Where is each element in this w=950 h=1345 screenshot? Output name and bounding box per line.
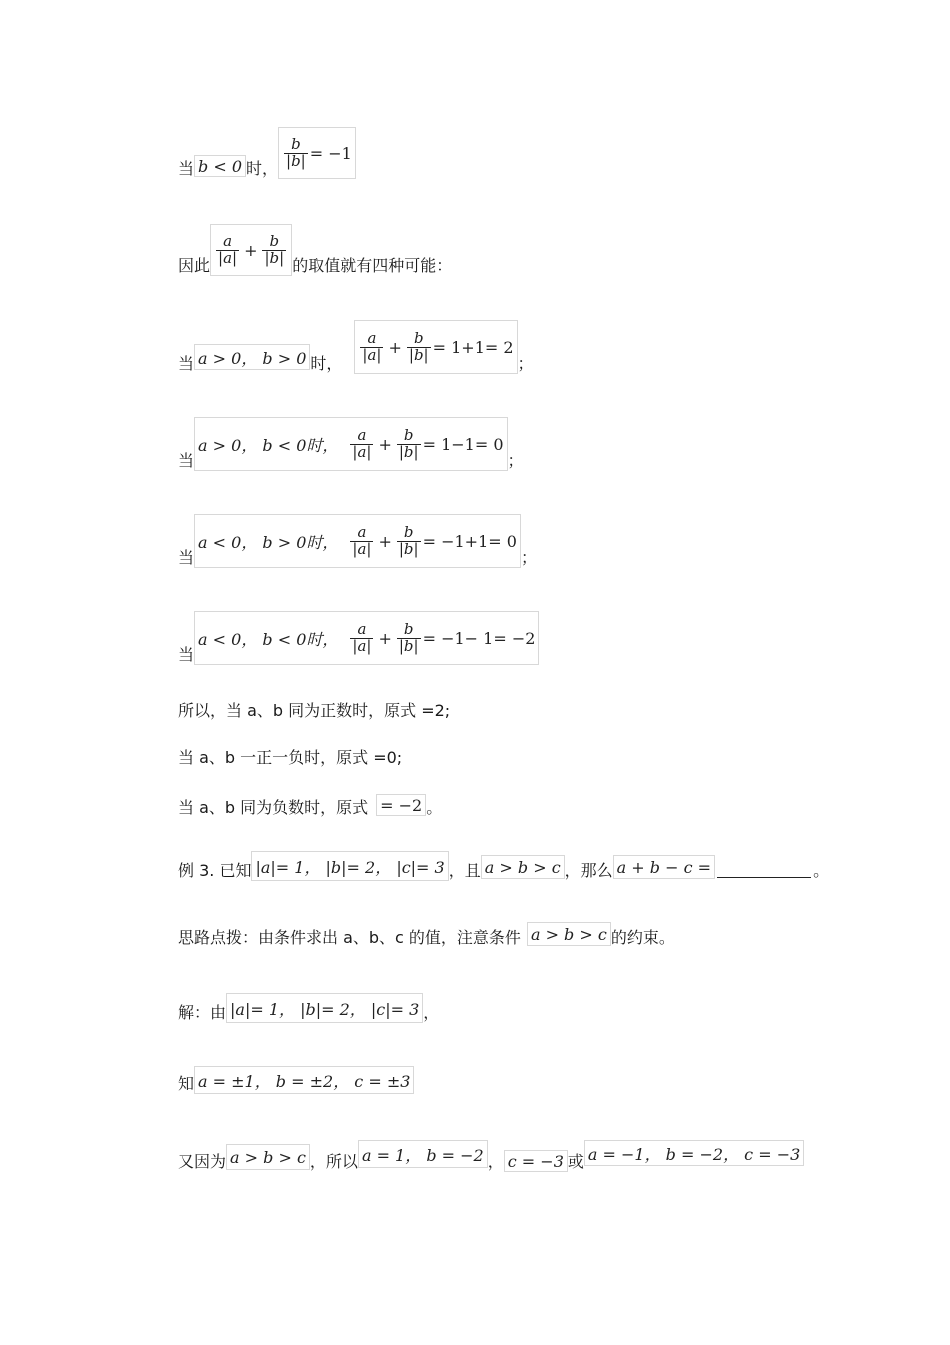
order-formula: a > b > c bbox=[527, 922, 611, 946]
prefix-text: 当 bbox=[178, 451, 195, 470]
prefix-text: 当 bbox=[178, 548, 195, 567]
case-formula: $\frac{a}{|a|}$ + $\frac{b}{|b|}$ = 1+1= 2 bbox=[354, 320, 517, 374]
four-cases-intro-line bbox=[178, 224, 452, 276]
prefix-text: 当 bbox=[178, 159, 195, 178]
solution-1-formula: a = 1， b = −2 bbox=[358, 1140, 488, 1168]
order-formula: a > b > c bbox=[226, 1144, 310, 1170]
post-text: 的取值就有四种可能： bbox=[292, 256, 453, 275]
case-formula: a > 0， b < 0时， $\frac{a}{|a|}$ + $\frac{b}{|b|}$ = 1−1= 0 bbox=[194, 417, 508, 471]
abs-values-formula: |a|= 1， |b|= 2， |c|= 3 bbox=[251, 851, 448, 881]
because-line: 又因为 a > b > c ，所以 a = 1， b = −2 ， c = −3 或 a = −1， b = −2， c = −3 bbox=[178, 1140, 804, 1172]
solution-2-formula: a = −1， b = −2， c = −3 bbox=[584, 1140, 804, 1166]
c-value-formula: c = −3 bbox=[504, 1150, 568, 1172]
when-text: 时， bbox=[246, 159, 279, 178]
case-3-line bbox=[178, 514, 537, 568]
summary-negative-line: 当 a、b 同为负数时，原式 = −2 。 bbox=[178, 795, 443, 817]
abs-values-formula: |a|= 1， |b|= 2， |c|= 3 bbox=[226, 993, 423, 1023]
prefix-text: 因此 bbox=[178, 256, 211, 275]
prefix-text: 当 bbox=[178, 354, 195, 373]
plus-minus-formula: a = ±1， b = ±2， c = ±3 bbox=[194, 1066, 414, 1094]
case-formula: a < 0， b < 0时， $\frac{a}{|a|}$ + $\frac{b}{|b|}$ = −1− 1= −2 bbox=[194, 611, 539, 665]
result-formula: = −2 bbox=[376, 794, 426, 816]
order-formula: a > b > c bbox=[481, 855, 565, 879]
case-2-line bbox=[178, 417, 524, 471]
fraction: $\frac{b}{|b|}$ bbox=[286, 134, 306, 170]
know-line: 知 a = ±1， b = ±2， c = ±3 bbox=[178, 1066, 414, 1094]
semicolon: ； bbox=[520, 548, 537, 567]
fraction-b: $\frac{b}{|b|}$ bbox=[264, 231, 285, 267]
summary-mixed-line: 当 a、b 一正一负时，原式 =0; bbox=[178, 748, 403, 767]
solution-line: 解：由 |a|= 1， |b|= 2， |c|= 3 ， bbox=[178, 993, 439, 1023]
sum-formula: $\frac{a}{|a|}$ + $\frac{b}{|b|}$ bbox=[210, 224, 292, 276]
condition-formula: a > 0， b > 0 bbox=[194, 344, 310, 370]
case-1-line bbox=[178, 320, 534, 374]
summary-positive-line: 所以，当 a、b 同为正数时，原式 =2; bbox=[178, 701, 451, 720]
expression-formula: a + b − c = bbox=[613, 855, 715, 879]
semicolon: ； bbox=[507, 451, 524, 470]
case-4-line bbox=[178, 611, 539, 665]
fraction-formula: $\frac{b}{|b|}$ = −1 bbox=[278, 127, 356, 179]
condition-formula: b < 0 bbox=[194, 155, 246, 177]
case-b-negative-line bbox=[178, 127, 356, 179]
answer-blank[interactable] bbox=[717, 863, 811, 878]
hint-line: 思路点拨：由条件求出 a、b、c 的值，注意条件 a > b > c 的约束。 bbox=[178, 922, 675, 948]
fraction-a: $\frac{a}{|a|}$ bbox=[218, 231, 238, 267]
when-text: 时， bbox=[310, 354, 343, 373]
semicolon: ； bbox=[517, 354, 534, 373]
example-3-line: 例 3. 已知 |a|= 1， |b|= 2， |c|= 3 ，且 a > b > c ，那么 a + b − c = 。 bbox=[178, 851, 829, 881]
prefix-text: 当 bbox=[178, 645, 195, 664]
case-formula: a < 0， b > 0时， $\frac{a}{|a|}$ + $\frac{b}{|b|}$ = −1+1= 0 bbox=[194, 514, 521, 568]
